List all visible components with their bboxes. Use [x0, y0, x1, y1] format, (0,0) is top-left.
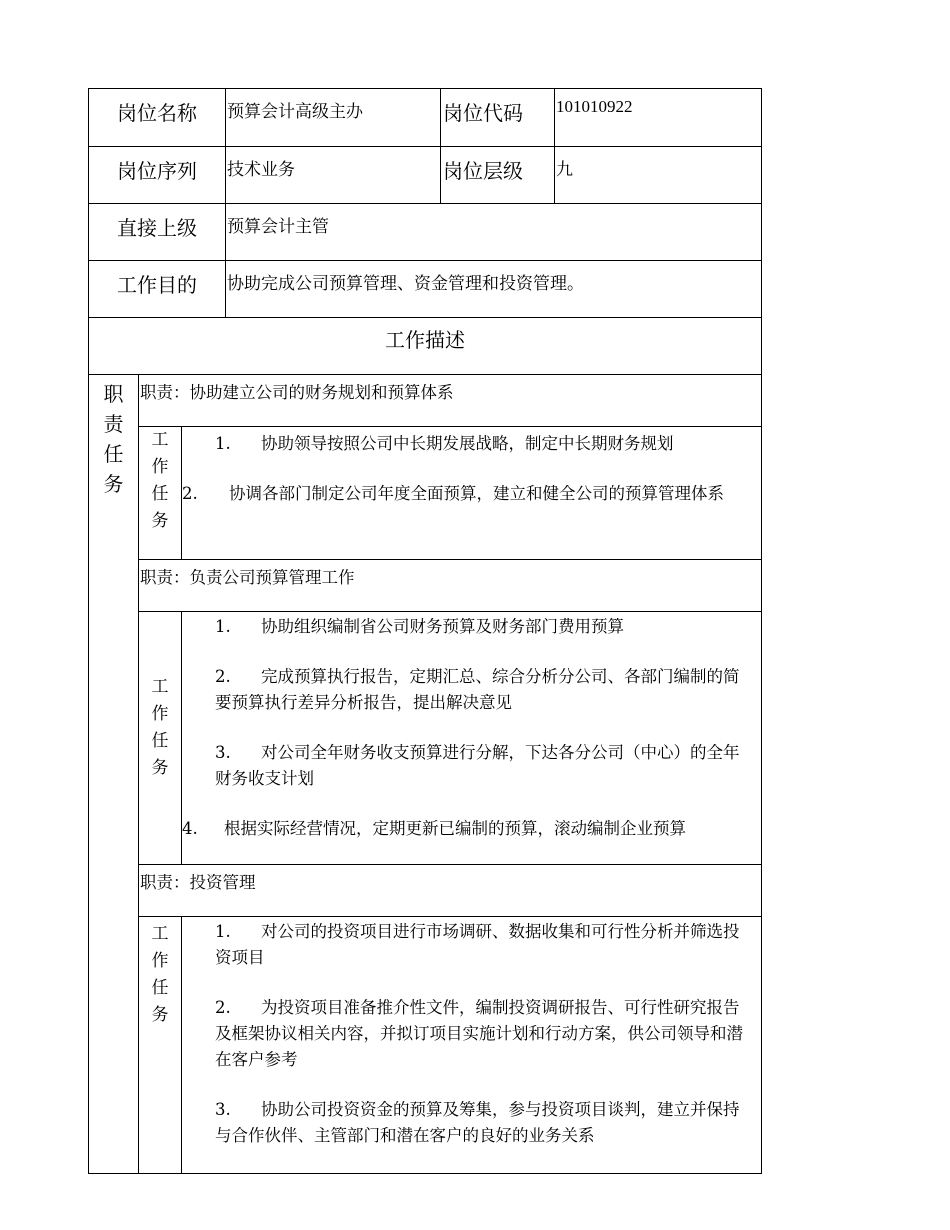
duty-side-label [89, 375, 139, 1174]
duty-side-char: 职 [103, 382, 124, 406]
task-item [182, 614, 751, 640]
task-side-char: 任 [151, 731, 169, 751]
task-side-label [139, 917, 182, 1174]
task-list [182, 427, 762, 560]
task-number: 1. [215, 434, 231, 453]
section-title: 工作描述 [89, 318, 762, 375]
task-item [182, 919, 751, 971]
task-side-char: 工 [151, 430, 169, 450]
task-text: 完成预算执行报告，定期汇总、综合分析分公司、各部门编制的简要预算执行差异分析报告，提出解决意见 [215, 667, 740, 712]
row-purpose [89, 261, 762, 318]
task-side-char: 任 [151, 978, 169, 998]
task-text: 对公司全年财务收支预算进行分解，下达各分公司（中心）的全年财务收支计划 [215, 743, 740, 788]
duty-row-3 [89, 865, 762, 917]
task-side-label [139, 612, 182, 865]
task-list [182, 917, 762, 1174]
task-number: 1. [215, 617, 231, 636]
task-side-char: 务 [151, 511, 169, 531]
task-text: 协助组织编制省公司财务预算及财务部门费用预算 [261, 617, 624, 636]
supervisor-value: 预算会计主管 [226, 204, 762, 261]
task-number: 2. [182, 484, 198, 503]
task-row-3 [89, 917, 762, 1174]
duty-row-1 [89, 375, 762, 427]
task-number: 3. [215, 1100, 231, 1119]
task-number: 2. [215, 998, 231, 1017]
row-section-title [89, 318, 762, 375]
task-text: 协助领导按照公司中长期发展战略，制定中长期财务规划 [261, 434, 674, 453]
task-side-char: 作 [151, 704, 169, 724]
task-number: 4. [182, 819, 198, 838]
post-name-label: 岗位名称 [89, 89, 226, 147]
supervisor-label: 直接上级 [89, 204, 226, 261]
task-item [182, 1097, 751, 1149]
task-number: 2. [215, 667, 231, 686]
purpose-value: 协助完成公司预算管理、资金管理和投资管理。 [226, 261, 762, 318]
task-side-char: 作 [151, 457, 169, 477]
post-series-value: 技术业务 [226, 147, 441, 204]
task-side-char: 工 [151, 677, 169, 697]
task-item [182, 995, 751, 1073]
post-code-label: 岗位代码 [441, 89, 555, 147]
duty-row-2 [89, 560, 762, 612]
task-side-char: 务 [151, 1005, 169, 1025]
task-item [182, 816, 751, 842]
purpose-label: 工作目的 [89, 261, 226, 318]
task-text: 协助公司投资资金的预算及筹集，参与投资项目谈判，建立并保持与合作伙伴、主管部门和潜在客户的良好的业务关系 [215, 1100, 740, 1145]
task-row-1 [89, 427, 762, 560]
duty-side-char: 责 [103, 412, 124, 436]
task-item [182, 664, 751, 716]
row-post-series [89, 147, 762, 204]
task-side-char: 作 [151, 951, 169, 971]
task-side-char: 务 [151, 758, 169, 778]
duty-title: 职责：负责公司预算管理工作 [139, 560, 762, 612]
post-code-value: 101010922 [555, 89, 762, 147]
task-text: 协调各部门制定公司年度全面预算，建立和健全公司的预算管理体系 [229, 484, 724, 503]
task-text: 为投资项目准备推介性文件，编制投资调研报告、可行性研究报告及框架协议相关内容，并拟订项目实施计划和行动方案，供公司领导和潜在客户参考 [215, 998, 743, 1069]
duty-side-char: 任 [103, 442, 124, 466]
task-number: 3. [215, 743, 231, 762]
row-post-name [89, 89, 762, 147]
duty-side-char: 务 [103, 472, 124, 496]
post-series-label: 岗位序列 [89, 147, 226, 204]
row-supervisor [89, 204, 762, 261]
task-text: 根据实际经营情况，定期更新已编制的预算，滚动编制企业预算 [224, 819, 686, 838]
job-description-document [88, 88, 761, 1174]
post-level-label: 岗位层级 [441, 147, 555, 204]
task-side-char: 任 [151, 484, 169, 504]
task-item [182, 431, 751, 457]
post-name-value: 预算会计高级主办 [226, 89, 441, 147]
task-item [182, 481, 751, 507]
task-number: 1. [215, 922, 231, 941]
duty-title: 职责：协助建立公司的财务规划和预算体系 [139, 375, 762, 427]
task-side-char: 工 [151, 924, 169, 944]
task-side-label [139, 427, 182, 560]
post-level-value: 九 [555, 147, 762, 204]
task-list [182, 612, 762, 865]
task-item [182, 740, 751, 792]
task-text: 对公司的投资项目进行市场调研、数据收集和可行性分析并筛选投资项目 [215, 922, 740, 967]
duty-title: 职责：投资管理 [139, 865, 762, 917]
task-row-2 [89, 612, 762, 865]
job-description-table [88, 88, 762, 1174]
